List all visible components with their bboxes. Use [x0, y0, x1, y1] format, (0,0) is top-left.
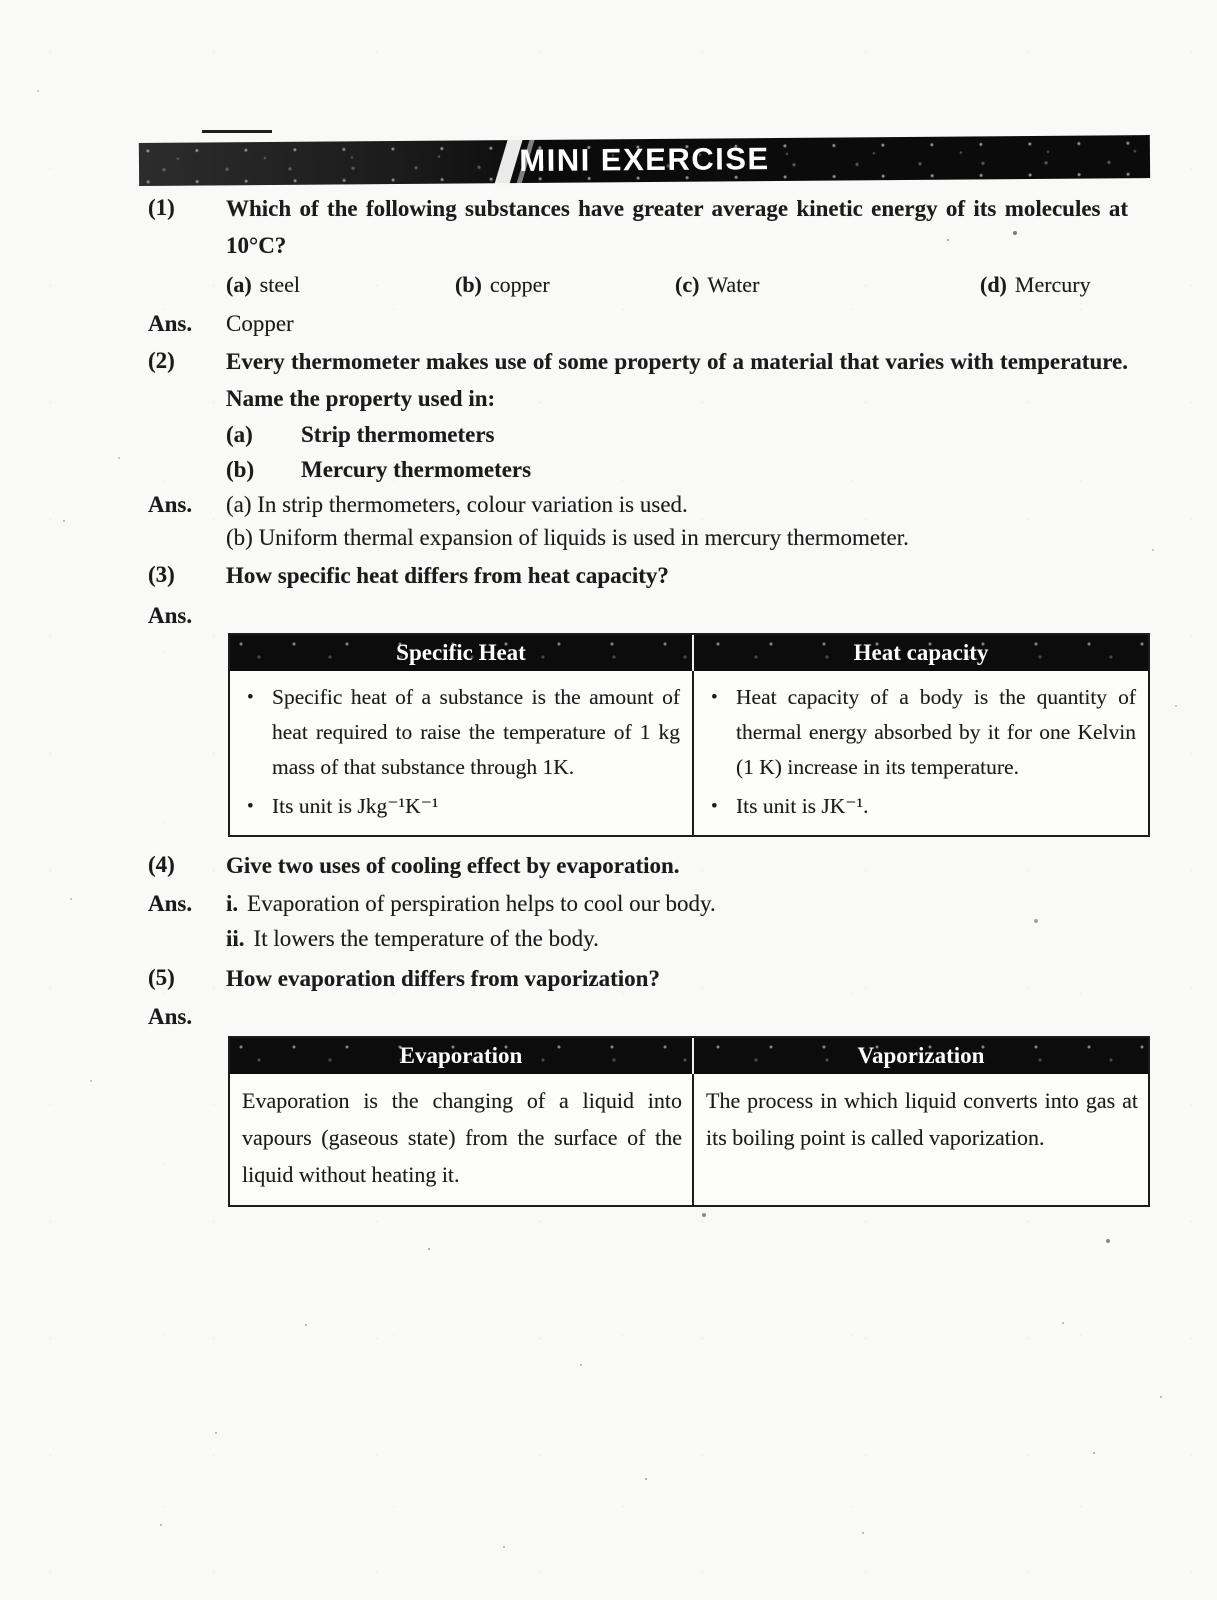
question-3-text: How specific heat differs from heat capacity?: [226, 563, 669, 588]
bullet-icon: •: [711, 687, 718, 708]
answer-label: Ans.: [148, 1004, 193, 1029]
item-a-label: (a): [226, 422, 253, 447]
evaporation-cell: Evaporation is the changing of a liquid into vapours (gaseous state) from the surface of the liquid without heating it.: [242, 1088, 682, 1187]
answer-2a-text: (a) In strip thermometers, colour variation is used.: [226, 492, 688, 517]
bullet-icon: •: [247, 687, 254, 708]
answer-4ii: [148, 923, 1150, 954]
answer-2a: [148, 489, 1150, 520]
option-d: (d) Mercury: [980, 272, 1091, 297]
answer-2b: [148, 522, 1150, 553]
evaporation-vs-vaporization-table: [228, 1036, 1150, 1207]
question-5: [148, 960, 1150, 997]
question-1-number: (1): [148, 195, 175, 220]
answer-4ii-text: ii. It lowers the temperature of the body.: [226, 926, 599, 951]
question-2-item-a: [148, 419, 1150, 450]
question-2-text: Every thermometer makes use of some property of a material that varies with temperature. Name the property used in:: [226, 349, 1128, 411]
answer-1-text: Copper: [226, 311, 294, 336]
answer-2b-text: (b) Uniform thermal expansion of liquids is used in mercury thermometer.: [226, 525, 909, 550]
heat-capacity-cell: [692, 671, 1148, 835]
answer-3-label-row: [148, 600, 1150, 631]
question-3-number: (3): [148, 562, 175, 587]
table-header-vaporization: Vaporization: [692, 1038, 1148, 1074]
answer-4i-text: i. Evaporation of perspiration helps to cool our body.: [226, 891, 716, 916]
answer-4i: [148, 888, 1150, 919]
item-a-text: Strip thermometers: [301, 422, 495, 447]
option-a: (a) steel: [226, 272, 300, 297]
table-body: [230, 671, 1148, 835]
vaporization-cell: The process in which liquid converts into gas at its boiling point is called vaporization.: [692, 1074, 1148, 1205]
answer-label: Ans.: [148, 891, 193, 916]
answer-label: Ans.: [148, 311, 193, 336]
bullet-icon: •: [247, 796, 254, 817]
question-2-number: (2): [148, 348, 175, 373]
answer-label: Ans.: [148, 603, 193, 628]
mini-exercise-banner: [139, 135, 1150, 186]
option-c: (c) Water: [675, 272, 760, 297]
top-rule: [202, 130, 272, 133]
bullet-item: • Its unit is JK⁻¹.: [704, 789, 1136, 824]
bullet-item: • Heat capacity of a body is the quantity of thermal energy absorbed by it for one Kelvin (1 K) increase in its temperature.: [704, 680, 1136, 785]
bullet-icon: •: [711, 796, 718, 817]
table-header-evaporation: Evaporation: [399, 1043, 523, 1068]
question-1-options: [226, 270, 1150, 300]
specific-heat-cell: [230, 671, 692, 835]
answer-1: [148, 308, 1150, 339]
banner-title: MINI EXERCISE: [519, 141, 770, 179]
question-4-number: (4): [148, 852, 175, 877]
item-b-text: Mercury thermometers: [301, 457, 532, 482]
question-1-text: Which of the following substances have greater average kinetic energy of its molecules at 10°C?: [226, 196, 1128, 258]
table-body: [230, 1074, 1148, 1205]
item-b-label: (b): [226, 457, 255, 482]
answer-5-label-row: [148, 1001, 1150, 1032]
question-5-number: (5): [148, 965, 175, 990]
question-5-text: How evaporation differs from vaporization?: [226, 966, 660, 991]
exercise-content: [148, 190, 1150, 1207]
table-header-row: [230, 1038, 1148, 1074]
question-4: [148, 847, 1150, 884]
table-header-heat-capacity: Heat capacity: [692, 635, 1148, 671]
question-3: [148, 557, 1150, 594]
specific-heat-vs-heat-capacity-table: [228, 633, 1150, 837]
question-2: [148, 343, 1150, 417]
bullet-item: • Specific heat of a substance is the amount of heat required to raise the temperature of 1 kg mass of that substance through 1K.: [240, 680, 680, 785]
answer-label: Ans.: [148, 492, 193, 517]
table-header-specific-heat: Specific Heat: [396, 640, 526, 665]
question-2-item-b: [148, 454, 1150, 485]
bullet-item: • Its unit is Jkg⁻¹K⁻¹: [240, 789, 680, 824]
question-1: [148, 190, 1150, 264]
table-header-row: [230, 635, 1148, 671]
question-4-text: Give two uses of cooling effect by evaporation.: [226, 853, 680, 878]
option-b: (b) copper: [455, 272, 550, 297]
